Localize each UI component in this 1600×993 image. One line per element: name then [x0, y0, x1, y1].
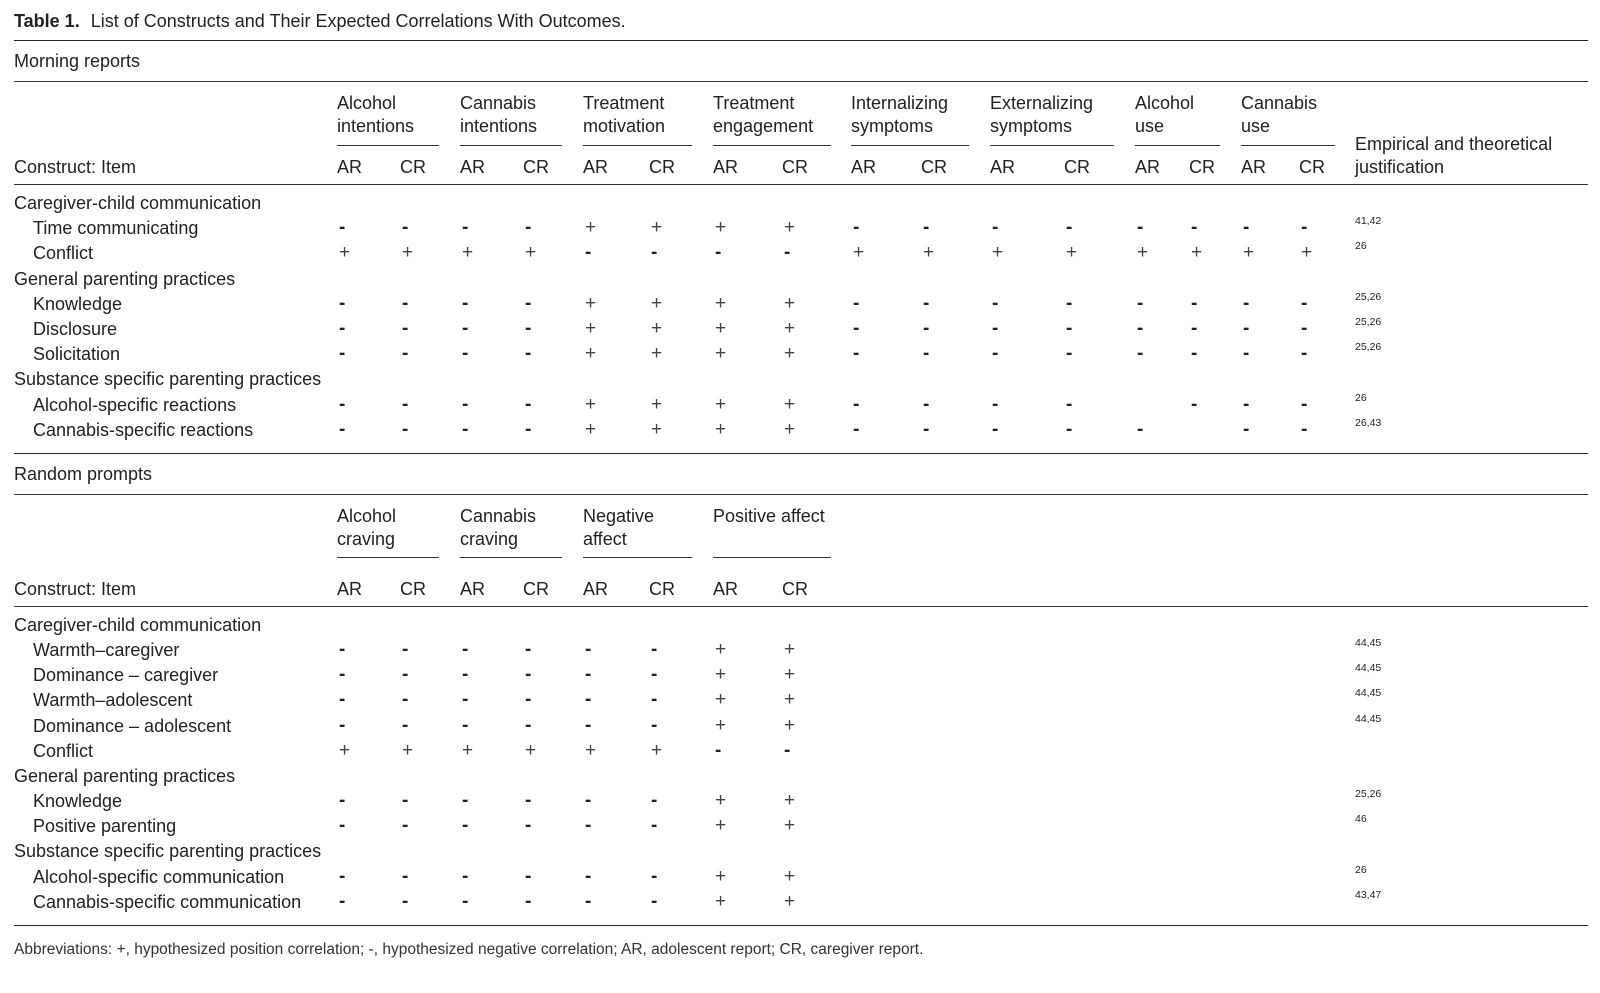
positive-correlation-sign: + — [339, 739, 351, 761]
sub-column-header-cr: CR — [400, 579, 426, 599]
row-item-label: Warmth–caregiver — [33, 640, 180, 661]
construct-item-header: Construct: Item — [14, 579, 137, 599]
negative-correlation-sign: - — [853, 318, 860, 339]
negative-correlation-sign: - — [1066, 393, 1073, 415]
negative-correlation-sign: - — [402, 292, 409, 314]
sub-column-header-cr: CR — [1064, 157, 1090, 177]
positive-correlation-sign: + — [784, 890, 796, 912]
negative-correlation-sign: - — [853, 393, 860, 415]
negative-correlation-sign: - — [402, 664, 409, 686]
sub-column-header-cr: CR — [782, 157, 808, 177]
negative-correlation-sign: - — [715, 739, 722, 761]
negative-correlation-sign: - — [1301, 393, 1308, 415]
column-header-underline — [851, 145, 969, 146]
column-header-underline — [1241, 145, 1335, 146]
column-header: Externalizing — [990, 93, 1094, 113]
row-item-label: Time communicating — [33, 218, 199, 239]
sub-column-header-ar: AR — [1241, 157, 1267, 177]
table-footnote: Abbreviations: +, hypothesized position correlation; -, hypothesized negative correlation; AR, adolescent report; CR, caregiver report. — [14, 941, 924, 958]
negative-correlation-sign: - — [585, 714, 592, 736]
positive-correlation-sign: + — [1243, 242, 1255, 264]
reference-superscript: 41,42 — [1355, 215, 1382, 228]
positive-correlation-sign: + — [784, 714, 796, 736]
positive-correlation-sign: + — [651, 343, 663, 365]
negative-correlation-sign: - — [853, 418, 860, 440]
construct-item-header: Construct: Item — [14, 157, 137, 177]
column-header: Alcohol — [1135, 93, 1195, 113]
positive-correlation-sign: + — [784, 393, 796, 415]
row-item-label: Warmth–adolescent — [33, 690, 193, 711]
column-header: Cannabis — [460, 506, 537, 526]
negative-correlation-sign: - — [462, 418, 469, 440]
negative-correlation-sign: - — [923, 217, 930, 239]
negative-correlation-sign: - — [585, 689, 592, 711]
negative-correlation-sign: - — [1137, 318, 1144, 339]
positive-correlation-sign: + — [784, 865, 796, 887]
reference-superscript: 26,43 — [1355, 416, 1382, 429]
positive-correlation-sign: + — [339, 242, 351, 264]
sub-column-header-cr: CR — [782, 579, 808, 599]
sub-column-header-ar: AR — [583, 579, 609, 599]
negative-correlation-sign: - — [923, 343, 930, 365]
positive-correlation-sign: + — [1066, 242, 1078, 264]
section-bottom-rule — [14, 453, 1588, 454]
negative-correlation-sign: - — [651, 689, 658, 711]
negative-correlation-sign: - — [1301, 418, 1308, 440]
row-item-label: Dominance – adolescent — [33, 715, 232, 736]
negative-correlation-sign: - — [462, 790, 469, 812]
positive-correlation-sign: + — [525, 242, 537, 264]
negative-correlation-sign: - — [715, 242, 722, 264]
negative-correlation-sign: - — [585, 815, 592, 837]
row-group-label: Substance specific parenting practices — [14, 369, 322, 390]
row-item-label: Positive parenting — [33, 816, 177, 837]
negative-correlation-sign: - — [339, 689, 346, 711]
row-item-label: Cannabis-specific communication — [33, 891, 302, 912]
positive-correlation-sign: + — [784, 664, 796, 686]
positive-correlation-sign: + — [585, 393, 597, 415]
positive-correlation-sign: + — [585, 217, 597, 239]
sub-column-header-cr: CR — [400, 157, 426, 177]
negative-correlation-sign: - — [462, 318, 469, 339]
negative-correlation-sign: - — [1066, 318, 1073, 339]
column-header-underline — [460, 145, 562, 146]
negative-correlation-sign: - — [339, 815, 346, 837]
positive-correlation-sign: + — [1191, 242, 1203, 264]
reference-superscript: 25,26 — [1355, 316, 1382, 328]
negative-correlation-sign: - — [1301, 292, 1308, 314]
negative-correlation-sign: - — [784, 739, 791, 761]
negative-correlation-sign: - — [462, 865, 469, 887]
negative-correlation-sign: - — [1243, 393, 1250, 415]
column-header-underline — [583, 557, 692, 558]
negative-correlation-sign: - — [339, 292, 346, 314]
reference-superscript: 44,45 — [1355, 662, 1382, 675]
column-header: symptoms — [990, 116, 1073, 136]
row-item-label: Conflict — [33, 243, 94, 264]
positive-correlation-sign: + — [525, 739, 537, 761]
sub-column-header-ar: AR — [851, 157, 877, 177]
positive-correlation-sign: + — [651, 739, 663, 761]
sub-column-header-ar: AR — [337, 579, 363, 599]
negative-correlation-sign: - — [525, 865, 532, 887]
negative-correlation-sign: - — [402, 217, 409, 239]
negative-correlation-sign: - — [339, 790, 346, 812]
sub-column-header-cr: CR — [649, 579, 675, 599]
negative-correlation-sign: - — [525, 790, 532, 812]
justification-header: Empirical and theoretical — [1355, 134, 1553, 154]
table-caption-label: Table 1. — [14, 11, 80, 31]
negative-correlation-sign: - — [1301, 217, 1308, 239]
negative-correlation-sign: - — [1191, 292, 1198, 314]
sub-column-header-cr: CR — [921, 157, 947, 177]
section-bottom-rule — [14, 925, 1588, 926]
column-header: intentions — [337, 116, 415, 136]
section-title: Morning reports — [14, 51, 141, 71]
negative-correlation-sign: - — [339, 318, 346, 339]
negative-correlation-sign: - — [462, 639, 469, 661]
positive-correlation-sign: + — [784, 343, 796, 365]
positive-correlation-sign: + — [715, 664, 727, 686]
negative-correlation-sign: - — [462, 343, 469, 365]
negative-correlation-sign: - — [525, 292, 532, 314]
negative-correlation-sign: - — [402, 418, 409, 440]
column-header: Treatment — [583, 93, 665, 113]
negative-correlation-sign: - — [339, 714, 346, 736]
column-header: Treatment — [713, 93, 795, 113]
negative-correlation-sign: - — [1243, 318, 1250, 339]
negative-correlation-sign: - — [585, 790, 592, 812]
negative-correlation-sign: - — [1243, 418, 1250, 440]
negative-correlation-sign: - — [1066, 343, 1073, 365]
column-header: motivation — [583, 116, 666, 136]
positive-correlation-sign: + — [585, 292, 597, 314]
table-top-rule — [14, 40, 1588, 41]
negative-correlation-sign: - — [402, 393, 409, 415]
positive-correlation-sign: + — [715, 217, 727, 239]
negative-correlation-sign: - — [651, 815, 658, 837]
negative-correlation-sign: - — [462, 714, 469, 736]
positive-correlation-sign: + — [784, 418, 796, 440]
section-header-rule — [14, 81, 1588, 82]
negative-correlation-sign: - — [1066, 217, 1073, 239]
sub-column-header-ar: AR — [990, 157, 1016, 177]
negative-correlation-sign: - — [1191, 393, 1198, 415]
negative-correlation-sign: - — [923, 418, 930, 440]
sub-column-header-cr: CR — [1299, 157, 1325, 177]
row-item-label: Disclosure — [33, 319, 118, 339]
justification-header: justification — [1355, 157, 1445, 177]
negative-correlation-sign: - — [853, 343, 860, 365]
negative-correlation-sign: - — [651, 242, 658, 264]
positive-correlation-sign: + — [1301, 242, 1313, 264]
column-header-underline — [713, 145, 831, 146]
positive-correlation-sign: + — [784, 292, 796, 314]
reference-superscript: 25,26 — [1355, 788, 1382, 801]
reference-superscript: 25,26 — [1355, 341, 1382, 354]
column-header: use — [1135, 116, 1165, 136]
sub-column-header-ar: AR — [713, 157, 739, 177]
sub-column-header-ar: AR — [1135, 157, 1161, 177]
sub-column-header-cr: CR — [1189, 157, 1215, 177]
row-group-label: Caregiver-child communication — [14, 615, 262, 635]
negative-correlation-sign: - — [402, 890, 409, 912]
reference-superscript: 43,47 — [1355, 888, 1382, 901]
negative-correlation-sign: - — [585, 242, 592, 264]
positive-correlation-sign: + — [853, 242, 865, 264]
negative-correlation-sign: - — [339, 664, 346, 686]
row-item-label: Knowledge — [33, 791, 123, 812]
column-header: Cannabis — [1241, 93, 1318, 113]
column-header: use — [1241, 116, 1271, 136]
sub-column-header-ar: AR — [460, 579, 486, 599]
negative-correlation-sign: - — [1243, 217, 1250, 239]
negative-correlation-sign: - — [651, 890, 658, 912]
reference-superscript: 25,26 — [1355, 290, 1382, 303]
positive-correlation-sign: + — [1137, 242, 1149, 264]
table-caption — [14, 12, 626, 30]
negative-correlation-sign: - — [992, 393, 999, 415]
negative-correlation-sign: - — [1137, 343, 1144, 365]
reference-superscript: 44,45 — [1355, 687, 1382, 700]
column-header: Alcohol — [337, 506, 397, 526]
positive-correlation-sign: + — [715, 865, 727, 887]
positive-correlation-sign: + — [715, 689, 727, 711]
row-item-label: Solicitation — [33, 344, 121, 365]
sub-column-header-cr: CR — [649, 157, 675, 177]
negative-correlation-sign: - — [339, 418, 346, 440]
negative-correlation-sign: - — [402, 689, 409, 711]
negative-correlation-sign: - — [525, 689, 532, 711]
negative-correlation-sign: - — [1137, 292, 1144, 314]
negative-correlation-sign: - — [462, 664, 469, 686]
negative-correlation-sign: - — [651, 790, 658, 812]
negative-correlation-sign: - — [339, 890, 346, 912]
column-header-rule — [14, 184, 1588, 185]
negative-correlation-sign: - — [1137, 217, 1144, 239]
sub-column-header-ar: AR — [337, 157, 363, 177]
positive-correlation-sign: + — [462, 242, 474, 264]
positive-correlation-sign: + — [715, 790, 727, 812]
negative-correlation-sign: - — [992, 343, 999, 365]
positive-correlation-sign: + — [585, 318, 597, 339]
column-header-rule — [14, 606, 1588, 607]
row-item-label: Conflict — [33, 740, 94, 761]
negative-correlation-sign: - — [462, 815, 469, 837]
negative-correlation-sign: - — [339, 865, 346, 887]
row-item-label: Alcohol-specific reactions — [33, 394, 237, 415]
negative-correlation-sign: - — [585, 664, 592, 686]
negative-correlation-sign: - — [923, 393, 930, 415]
negative-correlation-sign: - — [462, 292, 469, 314]
positive-correlation-sign: + — [402, 242, 414, 264]
column-header: intentions — [460, 116, 538, 136]
negative-correlation-sign: - — [402, 343, 409, 365]
column-header-underline — [990, 145, 1114, 146]
negative-correlation-sign: - — [585, 865, 592, 887]
sub-column-header-ar: AR — [460, 157, 486, 177]
column-header: Alcohol — [337, 93, 397, 113]
column-header: Internalizing — [851, 93, 949, 113]
negative-correlation-sign: - — [651, 714, 658, 736]
negative-correlation-sign: - — [462, 689, 469, 711]
sub-column-header-ar: AR — [713, 579, 739, 599]
negative-correlation-sign: - — [402, 790, 409, 812]
negative-correlation-sign: - — [462, 393, 469, 415]
positive-correlation-sign: + — [715, 418, 727, 440]
table-caption-text: List of Constructs and Their Expected Correlations With Outcomes. — [90, 11, 626, 31]
positive-correlation-sign: + — [992, 242, 1004, 264]
column-header: Positive affect — [713, 506, 825, 526]
negative-correlation-sign: - — [992, 292, 999, 314]
negative-correlation-sign: - — [525, 639, 532, 661]
positive-correlation-sign: + — [715, 890, 727, 912]
positive-correlation-sign: + — [462, 739, 474, 761]
row-item-label: Dominance – caregiver — [33, 665, 219, 686]
column-header: craving — [460, 529, 519, 549]
column-header-underline — [460, 557, 562, 558]
positive-correlation-sign: + — [585, 343, 597, 365]
negative-correlation-sign: - — [651, 639, 658, 661]
negative-correlation-sign: - — [525, 343, 532, 365]
negative-correlation-sign: - — [339, 639, 346, 661]
column-header: Negative — [583, 506, 655, 526]
sub-column-header-cr: CR — [523, 579, 549, 599]
negative-correlation-sign: - — [992, 318, 999, 339]
row-group-label: General parenting practices — [14, 268, 236, 289]
column-header: affect — [583, 529, 627, 549]
negative-correlation-sign: - — [402, 865, 409, 887]
sub-column-header-cr: CR — [523, 157, 549, 177]
positive-correlation-sign: + — [715, 639, 727, 661]
column-header-underline — [1135, 145, 1220, 146]
negative-correlation-sign: - — [402, 714, 409, 736]
negative-correlation-sign: - — [1301, 318, 1308, 339]
positive-correlation-sign: + — [651, 418, 663, 440]
column-header: craving — [337, 529, 396, 549]
negative-correlation-sign: - — [339, 343, 346, 365]
negative-correlation-sign: - — [402, 318, 409, 339]
negative-correlation-sign: - — [1243, 343, 1250, 365]
negative-correlation-sign: - — [1301, 343, 1308, 365]
negative-correlation-sign: - — [992, 418, 999, 440]
row-item-label: Knowledge — [33, 293, 123, 314]
reference-superscript: 44,45 — [1355, 712, 1382, 725]
reference-superscript: 26 — [1355, 240, 1367, 253]
negative-correlation-sign: - — [992, 217, 999, 239]
row-group-label: Caregiver-child communication — [14, 193, 262, 213]
positive-correlation-sign: + — [715, 393, 727, 415]
positive-correlation-sign: + — [784, 790, 796, 812]
row-item-label: Cannabis-specific reactions — [33, 419, 254, 440]
sub-column-header-ar: AR — [583, 157, 609, 177]
positive-correlation-sign: + — [651, 217, 663, 239]
positive-correlation-sign: + — [784, 217, 796, 239]
negative-correlation-sign: - — [339, 217, 346, 239]
column-header-underline — [337, 557, 439, 558]
positive-correlation-sign: + — [715, 343, 727, 365]
negative-correlation-sign: - — [784, 242, 791, 264]
positive-correlation-sign: + — [651, 393, 663, 415]
positive-correlation-sign: + — [784, 639, 796, 661]
negative-correlation-sign: - — [651, 664, 658, 686]
negative-correlation-sign: - — [1191, 343, 1198, 365]
negative-correlation-sign: - — [462, 217, 469, 239]
negative-correlation-sign: - — [1191, 318, 1198, 339]
column-header-underline — [713, 557, 831, 558]
negative-correlation-sign: - — [525, 714, 532, 736]
negative-correlation-sign: - — [402, 815, 409, 837]
negative-correlation-sign: - — [525, 815, 532, 837]
positive-correlation-sign: + — [651, 318, 663, 339]
positive-correlation-sign: + — [585, 739, 597, 761]
positive-correlation-sign: + — [402, 739, 414, 761]
negative-correlation-sign: - — [923, 292, 930, 314]
positive-correlation-sign: + — [784, 689, 796, 711]
negative-correlation-sign: - — [853, 292, 860, 314]
negative-correlation-sign: - — [585, 639, 592, 661]
positive-correlation-sign: + — [715, 292, 727, 314]
positive-correlation-sign: + — [784, 318, 796, 339]
negative-correlation-sign: - — [525, 318, 532, 339]
positive-correlation-sign: + — [715, 318, 727, 339]
negative-correlation-sign: - — [585, 890, 592, 912]
negative-correlation-sign: - — [402, 639, 409, 661]
section-header-rule — [14, 494, 1588, 495]
negative-correlation-sign: - — [525, 664, 532, 686]
negative-correlation-sign: - — [651, 865, 658, 887]
negative-correlation-sign: - — [1137, 418, 1144, 440]
column-header: engagement — [713, 116, 814, 136]
negative-correlation-sign: - — [525, 890, 532, 912]
negative-correlation-sign: - — [853, 217, 860, 239]
column-header-underline — [583, 145, 692, 146]
negative-correlation-sign: - — [1066, 418, 1073, 440]
positive-correlation-sign: + — [923, 242, 935, 264]
positive-correlation-sign: + — [784, 815, 796, 837]
negative-correlation-sign: - — [923, 318, 930, 339]
negative-correlation-sign: - — [525, 393, 532, 415]
negative-correlation-sign: - — [1066, 292, 1073, 314]
negative-correlation-sign: - — [1191, 217, 1198, 239]
negative-correlation-sign: - — [339, 393, 346, 415]
column-header-underline — [337, 145, 439, 146]
negative-correlation-sign: - — [525, 217, 532, 239]
reference-superscript: 26 — [1355, 863, 1367, 876]
negative-correlation-sign: - — [1243, 292, 1250, 314]
negative-correlation-sign: - — [462, 890, 469, 912]
row-group-label: General parenting practices — [14, 765, 236, 786]
row-group-label: Substance specific parenting practices — [14, 841, 322, 862]
reference-superscript: 26 — [1355, 391, 1367, 404]
positive-correlation-sign: + — [651, 292, 663, 314]
row-item-label: Alcohol-specific communication — [33, 866, 285, 887]
positive-correlation-sign: + — [585, 418, 597, 440]
positive-correlation-sign: + — [715, 714, 727, 736]
negative-correlation-sign: - — [525, 418, 532, 440]
reference-superscript: 46 — [1355, 813, 1367, 826]
column-header: Cannabis — [460, 93, 537, 113]
column-header: symptoms — [851, 116, 934, 136]
section-title: Random prompts — [14, 464, 153, 484]
reference-superscript: 44,45 — [1355, 637, 1382, 650]
positive-correlation-sign: + — [715, 815, 727, 837]
